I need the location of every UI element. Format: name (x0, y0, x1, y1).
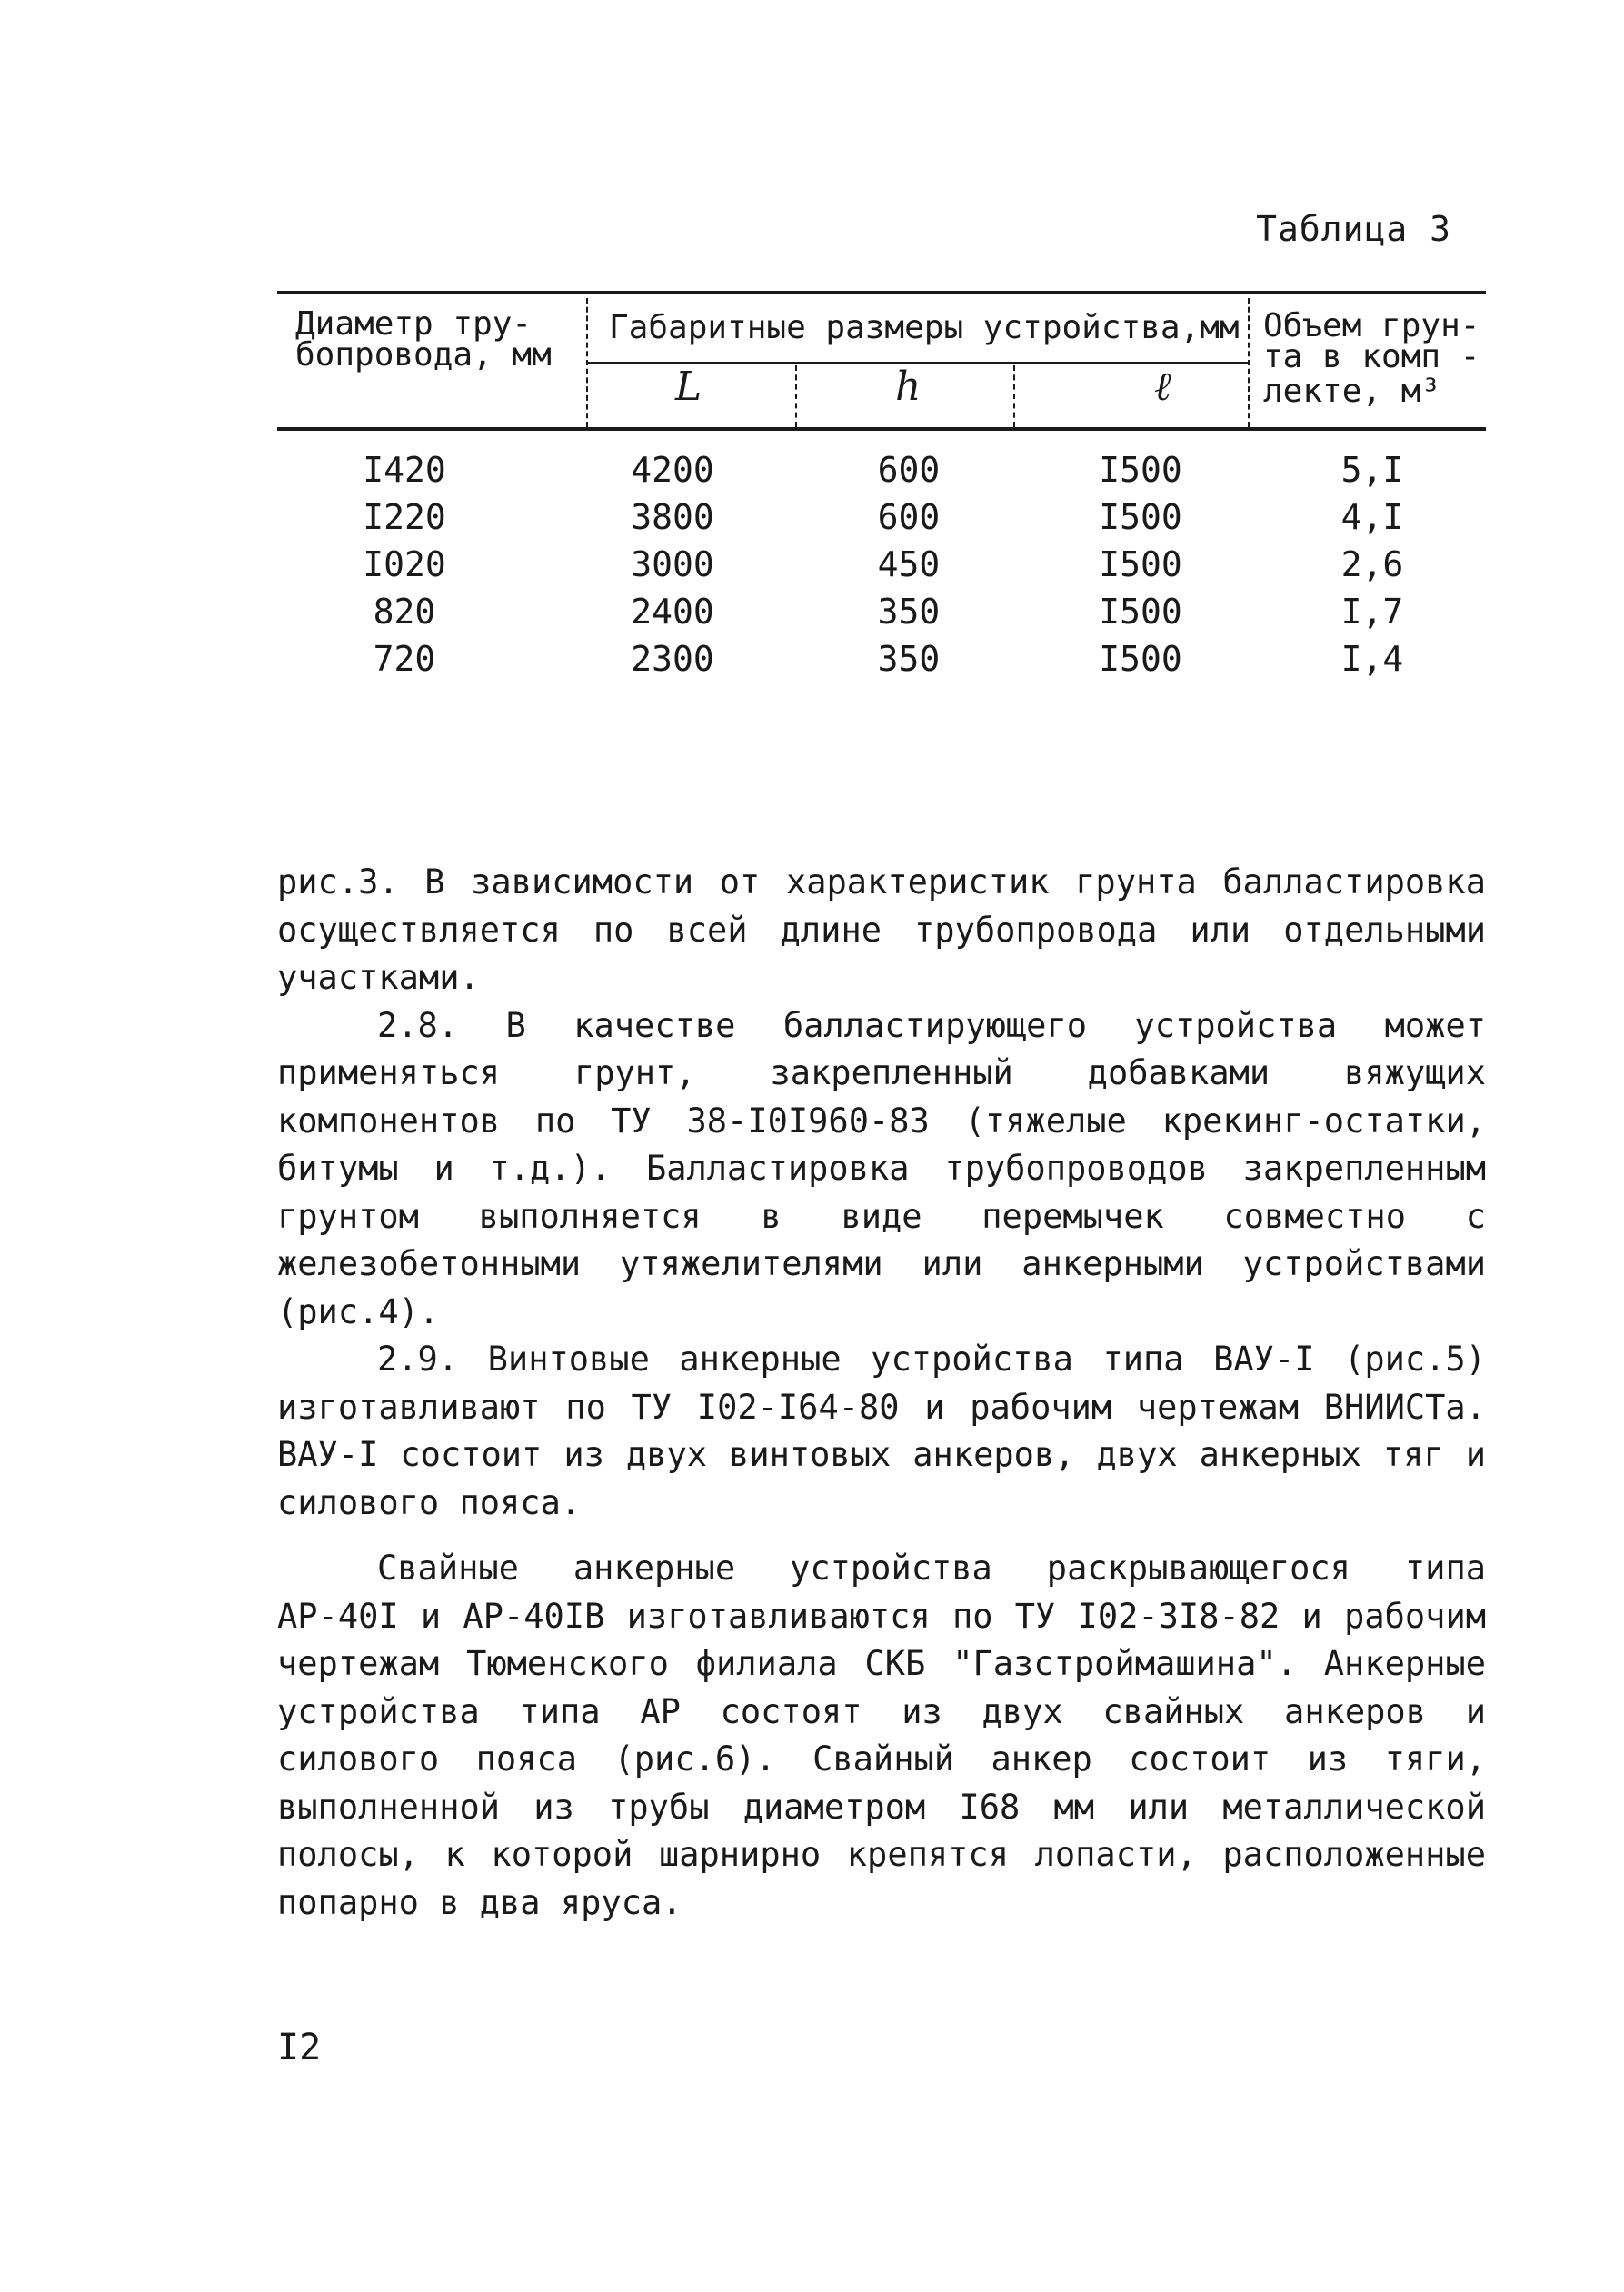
header-dim-h: h (895, 364, 922, 410)
cell-l: I500 (1099, 639, 1182, 679)
header-dimensions-group: Габаритные размеры устройства,мм (609, 309, 1240, 346)
table-row (277, 544, 1486, 592)
cell-h: 450 (877, 544, 941, 584)
cell-L: 2400 (631, 592, 714, 632)
paragraph-pile-anchors: Свайные анкерные устройства раскрывающегося типа АР-40I и АР-40IВ изготавливаются по ТУ I02-3I8-82 и рабочим чертежам Тюменского филиала СКБ "Газстроймашина". Анкерные устройства типа АР состоят из двух свайных анкеров и силового пояса (рис.6). Свайный анкер состоит из тяги, выполненной из трубы диаметром I68 мм или металлической полосы, к которой шарнирно крепятся лопасти, расположенные попарно в два яруса. (277, 1549, 1486, 1922)
paragraph-2-9: 2.9. Винтовые анкерные устройства типа ВАУ-I (рис.5) изготавливают по ТУ I02-I64-80 и рабочим чертежам ВНИИСТа. ВАУ-I состоит из двух винтовых анкеров, двух анкерных тяг и силового пояса. (277, 1340, 1486, 1522)
cell-h: 350 (877, 592, 941, 632)
header-diameter-line2: бопровода, мм (295, 336, 552, 374)
header-volume-line1: Объем грун- (1263, 307, 1480, 344)
cell-h: 600 (877, 497, 941, 537)
header-volume-line3: лекте, м³ (1263, 373, 1441, 410)
header-diameter-line1: Диаметр тру- (295, 305, 533, 343)
header-dim-l: ℓ (1154, 364, 1171, 410)
table-row (277, 497, 1486, 544)
col-separator (1013, 365, 1015, 427)
header-dim-L: L (675, 364, 702, 410)
cell-l: I500 (1099, 450, 1182, 490)
table-row (277, 592, 1486, 639)
cell-volume: 4,I (1340, 497, 1404, 537)
cell-volume: I,4 (1340, 639, 1404, 679)
table-header-rule (277, 427, 1486, 431)
cell-volume: I,7 (1340, 592, 1404, 632)
cell-diameter: I020 (363, 544, 446, 584)
paragraph-continuation: рис.3. В зависимости от характеристик грунта балластировка осуществляется по всей длине трубопровода или отдельными участками. (277, 862, 1486, 997)
cell-L: 4200 (631, 450, 714, 490)
cell-diameter: 820 (373, 592, 436, 632)
table-row (277, 639, 1486, 686)
cell-h: 600 (877, 450, 941, 490)
col-separator (795, 365, 797, 427)
cell-diameter: 720 (373, 639, 436, 679)
header-volume-line2: та в комп - (1263, 338, 1480, 375)
paragraph-2-8: 2.8. В качестве балластирующего устройства может применяться грунт, закрепленный добавками вяжущих компонентов по ТУ 38-I0I960-83 (тяжелые крекинг-остатки, битумы и т.д.). Балластировка трубопроводов закрепленным грунтом выполняется в виде перемычек совместно с железобетонными утяжелителями или анкерными устройствами (рис.4). (277, 1005, 1486, 1331)
col-separator (1248, 298, 1250, 427)
page-number: I2 (277, 2027, 322, 2068)
cell-diameter: I420 (363, 450, 446, 490)
cell-l: I500 (1099, 497, 1182, 537)
cell-volume: 5,I (1340, 450, 1404, 490)
cell-L: 3800 (631, 497, 714, 537)
cell-h: 350 (877, 639, 941, 679)
cell-L: 3000 (631, 544, 714, 584)
cell-L: 2300 (631, 639, 714, 679)
cell-l: I500 (1099, 544, 1182, 584)
body-text (277, 859, 1486, 1927)
table-top-rule (277, 291, 1486, 294)
table-caption: Таблица 3 (1256, 209, 1451, 249)
cell-l: I500 (1099, 592, 1182, 632)
table-row (277, 450, 1486, 497)
cell-volume: 2,6 (1340, 544, 1404, 584)
cell-diameter: I220 (363, 497, 446, 537)
